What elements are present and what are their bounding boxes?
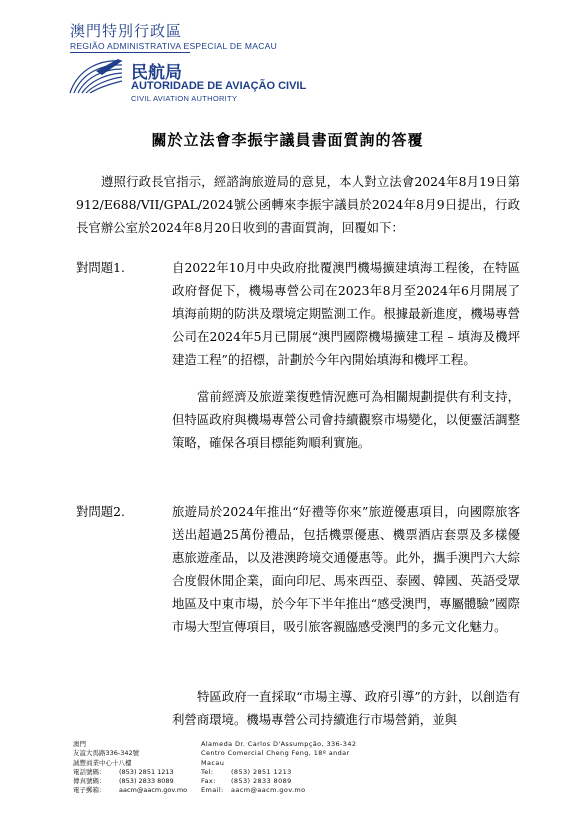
footer-pt-tel: (853) 2851 1213 xyxy=(231,767,292,776)
footer-address-line-2: 誠豐商業中心十八樓 xyxy=(73,758,132,767)
footer-phone-row xyxy=(73,768,193,777)
answer-2-paragraph-2: 特區政府一直採取“市場主導、政府引導”的方針，以創造有利營商環境。機場專營公司持續進行市場營銷，並與 xyxy=(172,689,520,727)
footer-pt-email-link[interactable]: aacm@aacm.gov.mo xyxy=(231,786,306,795)
footer-pt-address-line-1: Alameda Dr. Carlos D'Assumpção, 336-342 xyxy=(201,740,357,748)
answer-1-label: 對問題1. xyxy=(76,260,125,275)
authority-name-english: CIVIL AVIATION AUTHORITY xyxy=(131,94,238,103)
footer-pt-fax-label: Fax: xyxy=(201,777,216,786)
government-name-portuguese: REGIÃO ADMINISTRATIVA ESPECIAL DE MACAU xyxy=(70,41,278,51)
government-name-chinese: 澳門特別行政區 xyxy=(70,22,183,40)
document-title: 關於立法會李振宇議員書面質詢的答覆 xyxy=(151,131,424,149)
footer-fax: (853) 2833 8089 xyxy=(119,777,174,786)
footer-email-link[interactable]: aacm@aacm.gov.mo xyxy=(119,786,188,795)
header-divider xyxy=(70,52,190,53)
footer-pt-fax: (853) 2833 8089 xyxy=(231,777,292,786)
answer-1-paragraph-1: 自2022年10月中央政府批覆澳門機場擴建填海工程後，在特區政府督促下，機場專營公司在2023年8月至2024年6月開展了填海前期的防洪及環境定期監測工作。根據最新進度，機場專營公司在2024年5月已開展“澳門國際機場擴建工程 – 填海及機坪建造工程”的招標，計劃於今年內開始填海和機坪工程。 xyxy=(172,260,520,367)
footer-city: 澳門 xyxy=(73,740,86,748)
footer-pt-address-line-2: Centro Comercial Cheng Feng, 18º andar xyxy=(201,749,350,758)
footer-pt-email-row xyxy=(201,786,391,795)
footer-pt-email-label: Email: xyxy=(201,786,224,795)
answer-2-label: 對問題2. xyxy=(76,504,125,519)
footer-pt-tel-label: Tel: xyxy=(201,767,214,776)
footer-pt-fax-row xyxy=(201,777,391,786)
intro-paragraph: 遵照行政長官指示，經諮詢旅遊局的意見，本人對立法會2024年8月19日第912/E688/VII/GPAL/2024號公函轉來李振宇議員於2024年8月9日提出，行政長官辦公室於2024年8月20日收到的書面質詢，回覆如下： xyxy=(76,174,520,235)
authority-name-portuguese: AUTORIDADE DE AVIAÇÃO CIVIL xyxy=(131,80,307,92)
footer-email-label: 電子郵箱： xyxy=(73,786,106,795)
footer-address-line-1: 友誼大馬路336-342號 xyxy=(73,749,140,758)
authority-name-chinese: 民航局 xyxy=(131,63,182,83)
footer-pt-city: Macau xyxy=(201,758,225,767)
footer-fax-label: 傳真號碼： xyxy=(73,777,106,786)
footer-email-row xyxy=(73,786,193,795)
answer-1-paragraph-2: 當前經濟及旅遊業復甦情況應可為相關規劃提供有利支持，但特區政府與機場專營公司會持續觀察市場變化，以便靈活調整策略，確保各項目標能夠順利實施。 xyxy=(172,389,520,450)
footer-contact-portuguese xyxy=(201,740,391,796)
footer-phone-label: 電話號碼： xyxy=(73,767,106,776)
answer-2-paragraph-1: 旅遊局於2024年推出“好禮等你來”旅遊優惠項目，向國際旅客送出超過25萬份禮品，包括機票優惠、機票酒店套票及多樣優惠旅遊產品，以及港澳跨境交通優惠等。此外，攜手澳門六大綜合度假休閒企業，面向印尼、馬來西亞、泰國、韓國、英語受眾地區及中東市場，於今年下半年推出“感受澳門，專屬體驗”國際市場大型宣傳項目，吸引旅客親臨感受澳門的多元文化魅力。 xyxy=(172,504,520,634)
footer-pt-tel-row xyxy=(201,768,391,777)
civil-aviation-authority-logo-icon xyxy=(66,55,126,97)
footer-phone: (853) 2851 1213 xyxy=(119,767,174,776)
footer-contact-chinese xyxy=(73,740,193,796)
